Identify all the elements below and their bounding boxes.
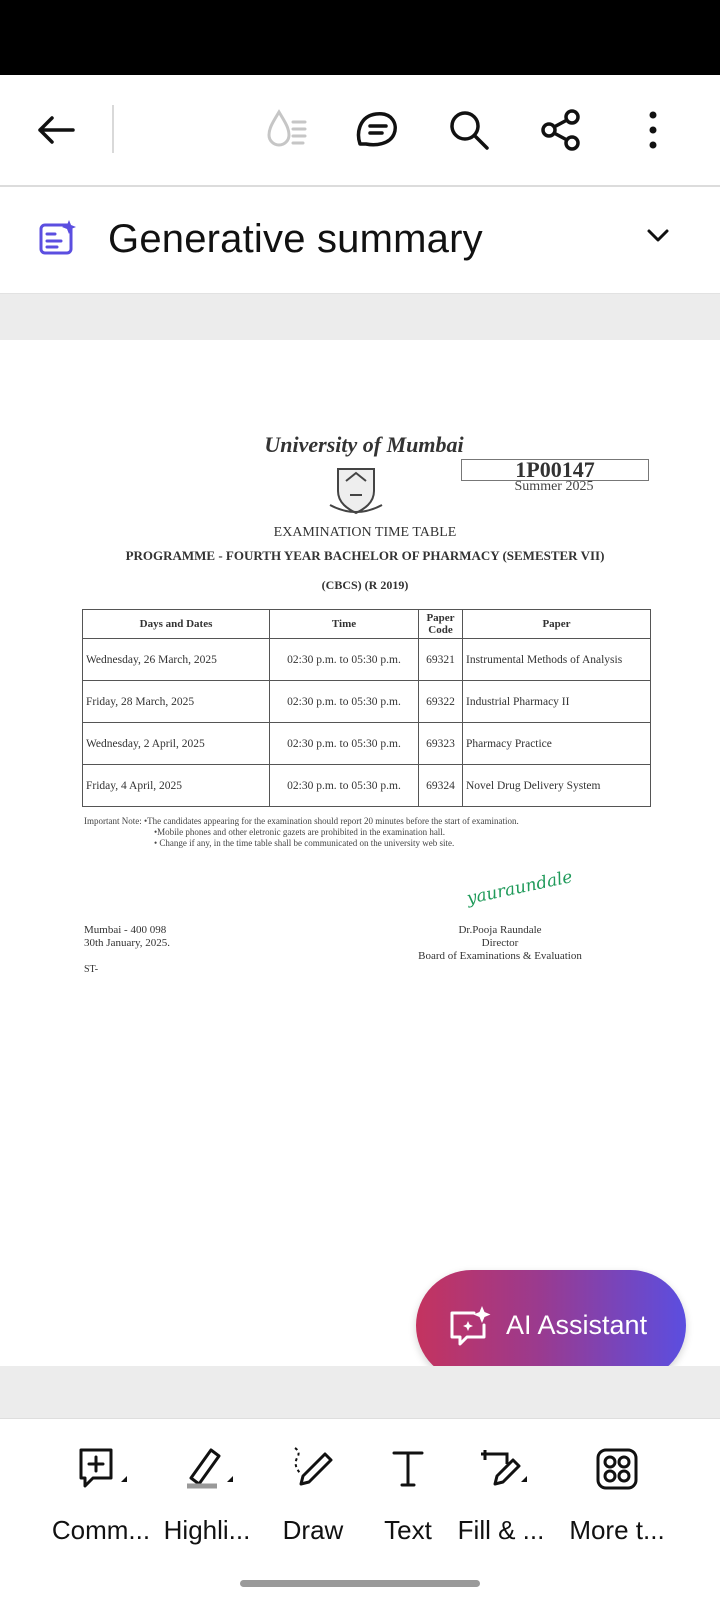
tool-label: More t... <box>569 1515 665 1545</box>
table-cell: 69324 <box>419 765 463 807</box>
reference-code: ST- <box>84 964 99 975</box>
university-title: University of Mumbai <box>264 432 464 457</box>
tool-label: Fill & ... <box>457 1515 545 1545</box>
share-icon[interactable] <box>536 105 586 155</box>
ai-assistant-button[interactable] <box>416 1270 686 1381</box>
tool-draw[interactable] <box>258 1441 368 1551</box>
tool-highlight[interactable] <box>152 1441 262 1551</box>
tool-label: Highli... <box>163 1515 251 1545</box>
scheme-label: (CBCS) (R 2019) <box>321 578 409 592</box>
table-row <box>83 765 651 807</box>
paper-id: 1P00147 <box>461 459 649 481</box>
table-cell: Pharmacy Practice <box>463 723 651 765</box>
generative-summary-title: Generative summary <box>108 217 483 261</box>
more-tools-grid-icon <box>562 1441 672 1497</box>
table-cell: 02:30 p.m. to 05:30 p.m. <box>270 681 419 723</box>
more-vertical-icon[interactable] <box>628 105 678 155</box>
table-cell: Friday, 4 April, 2025 <box>83 765 270 807</box>
table-cell: 02:30 p.m. to 05:30 p.m. <box>270 723 419 765</box>
note-line: • Change if any, in the time table shall be communicated on the university web site. <box>154 838 455 848</box>
tool-fill-sign[interactable] <box>446 1441 556 1551</box>
table-cell: Industrial Pharmacy II <box>463 681 651 723</box>
generative-summary-bar[interactable] <box>0 187 720 294</box>
timetable <box>82 609 651 807</box>
issue-date: 30th January, 2025. <box>84 937 171 949</box>
toolbar-divider <box>112 105 114 153</box>
status-bar <box>0 0 720 75</box>
tool-label: Text <box>384 1515 432 1545</box>
table-cell: 69321 <box>419 639 463 681</box>
tool-label: Comm... <box>51 1515 151 1545</box>
signatory-name: Dr.Pooja Raundale <box>458 924 542 936</box>
table-header: Paper <box>463 610 651 639</box>
table-cell: Wednesday, 26 March, 2025 <box>83 639 270 681</box>
ai-assistant-label: AI Assistant <box>506 1310 648 1340</box>
page-gap-top <box>0 294 720 340</box>
signatory-title: Director <box>481 937 519 949</box>
table-cell: Novel Drug Delivery System <box>463 765 651 807</box>
signatory-board: Board of Examinations & Evaluation <box>418 950 582 962</box>
place: Mumbai - 400 098 <box>84 924 167 936</box>
comments-list-icon[interactable] <box>352 105 402 155</box>
table-header: Paper Code <box>419 610 463 639</box>
university-crest-icon <box>328 465 384 520</box>
page-gap-bottom <box>0 1366 720 1418</box>
note-line: Important Note: •The candidates appearing for the examination should report 20 minutes before the start of examination. <box>84 816 519 826</box>
table-cell: Instrumental Methods of Analysis <box>463 639 651 681</box>
bottom-tools-bar <box>0 1418 720 1601</box>
comment-add-icon <box>46 1441 156 1497</box>
important-note <box>84 816 519 849</box>
highlighter-icon <box>152 1441 262 1497</box>
fill-sign-icon <box>446 1441 556 1497</box>
chevron-down-icon[interactable] <box>646 227 670 248</box>
programme-title: PROGRAMME - FOURTH YEAR BACHELOR OF PHARMACY (SEMESTER VII) <box>125 548 605 563</box>
note-line: •Mobile phones and other eletronic gazets are prohibited in the examination hall. <box>154 827 446 837</box>
table-cell: 02:30 p.m. to 05:30 p.m. <box>270 639 419 681</box>
draw-pen-icon <box>258 1441 368 1497</box>
home-indicator[interactable] <box>240 1580 480 1587</box>
table-header: Days and Dates <box>83 610 270 639</box>
table-row <box>83 681 651 723</box>
generative-summary-icon <box>38 219 78 262</box>
table-row <box>83 723 651 765</box>
handwritten-signature: yauraundale <box>465 867 575 909</box>
table-cell: Wednesday, 2 April, 2025 <box>83 723 270 765</box>
place-date-block <box>84 924 170 950</box>
liquid-mode-icon[interactable] <box>261 105 311 155</box>
table-header: Time <box>270 610 419 639</box>
top-toolbar <box>0 75 720 187</box>
table-header-row <box>83 610 651 639</box>
table-row <box>83 639 651 681</box>
search-icon[interactable] <box>444 105 494 155</box>
exam-session: Summer 2025 <box>514 479 594 494</box>
tool-more[interactable] <box>562 1441 672 1551</box>
tool-label: Draw <box>282 1515 344 1545</box>
table-cell: 02:30 p.m. to 05:30 p.m. <box>270 765 419 807</box>
table-cell: Friday, 28 March, 2025 <box>83 681 270 723</box>
timetable-heading: EXAMINATION TIME TABLE <box>273 525 457 540</box>
signatory-block <box>400 924 600 963</box>
table-cell: 69323 <box>419 723 463 765</box>
table-cell: 69322 <box>419 681 463 723</box>
pdf-page[interactable] <box>0 340 720 1366</box>
back-arrow-icon[interactable] <box>30 105 80 155</box>
ai-assistant-icon <box>448 1305 492 1347</box>
tool-comment[interactable] <box>46 1441 156 1551</box>
